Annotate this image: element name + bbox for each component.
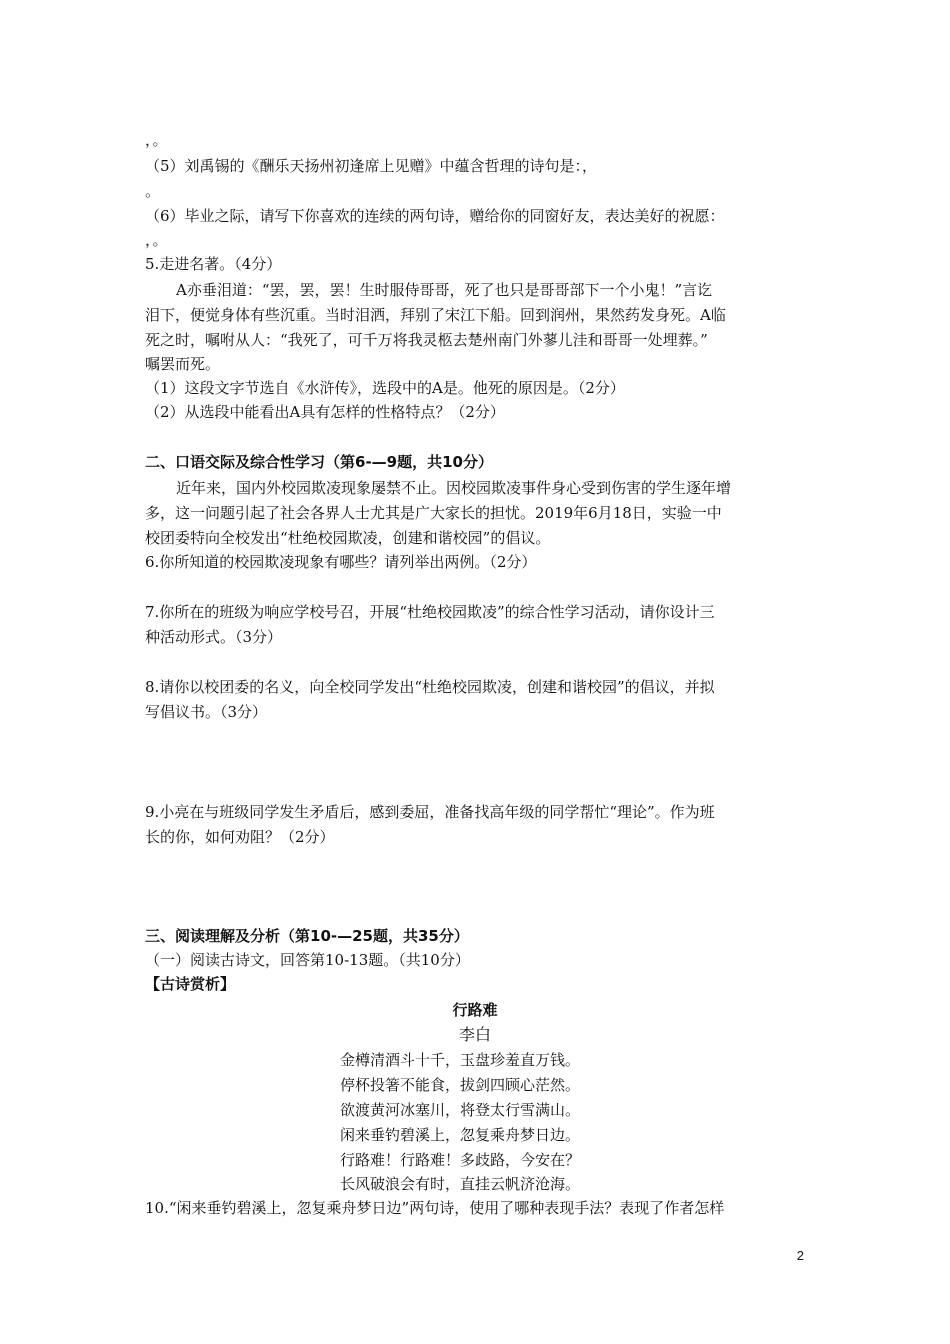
page-number: 2 [796,1248,804,1263]
section-3-title: 三、阅读理解及分析（第10-—25题，共35分） [145,927,469,945]
poem-line: 停杯投箸不能食，拔剑四顾心茫然。 [340,1076,581,1094]
section-2-intro-line: 多，这一问题引起了社会各界人士尤其是广大家长的担忧。2019年6月18日，实验一中 [145,504,722,522]
poem-line: 欲渡黄河冰塞川，将登太行雪满山。 [340,1101,581,1119]
question-8-line: 8.请你以校团委的名义，向全校同学发出“杜绝校园欺凌，创建和谐校园”的倡议，并拟 [145,678,715,696]
question-10-line: 10.“闲来垂钓碧溪上，忽复乘舟梦日边”两句诗，使用了哪种表现手法？表现了作者怎样 [145,1199,725,1217]
classics-heading: 5.走进名著。（4分） [145,255,282,273]
section-3-part-1: （一）阅读古诗文，回答第10-13题。（共10分） [145,951,470,969]
question-8-line: 写倡议书。（3分） [145,703,268,721]
poem-line: 长风破浪会有时，直挂云帆济沧海。 [340,1175,581,1193]
poem-line: 行路难！行路难！多歧路，今安在？ [340,1151,581,1169]
classics-question-2: （2）从选段中能看出A具有怎样的性格特点？（2分） [145,403,505,421]
section-2-title: 二、口语交际及综合性学习（第6-—9题，共10分） [145,453,493,471]
poem-line: 金樽清酒斗十千，玉盘珍羞直万钱。 [340,1051,581,1069]
question-6-line: （6）毕业之际，请写下你喜欢的连续的两句诗，赠给你的同窗好友，表达美好的祝愿： [145,207,725,225]
question-7-line: 7.你所在的班级为响应学校号召，开展“杜绝校园欺凌”的综合性学习活动，请你设计三 [145,603,715,621]
question-9-line: 长的你，如何劝阻？（2分） [145,828,335,846]
classics-passage-line: 死之时，嘱咐从人：“我死了，可千万将我灵柩去楚州南门外蓼儿洼和哥哥一处埋葬。” [145,331,708,349]
classics-passage-line: A亦垂泪道：“罢，罢，罢！生时服侍哥哥，死了也只是哥哥部下一个小鬼！”言讫 [176,281,713,299]
poem-title: 行路难 [452,1001,498,1019]
question-6-end: ，。 [145,231,168,249]
section-2-intro-line: 近年来，国内外校园欺凌现象屡禁不止。因校园欺凌事件身心受到伤害的学生逐年增 [176,479,732,497]
section-2-intro-line: 校团委特向全校发出“杜绝校园欺凌，创建和谐校园”的倡议。 [145,529,551,547]
blank-punctuation: ，。 [145,131,168,149]
poem-appreciation-tag: 【古诗赏析】 [145,975,236,993]
question-6-school: 6.你所知道的校园欺凌现象有哪些？请列举出两例。（2分） [145,553,537,571]
poem-author: 李白 [458,1025,491,1044]
question-5-line: （5）刘禹锡的《酬乐天扬州初逢席上见赠》中蕴含哲理的诗句是：， [145,157,598,175]
question-7-line: 种活动形式。（3分） [145,628,283,646]
poem-line: 闲来垂钓碧溪上，忽复乘舟梦日边。 [340,1126,581,1144]
classics-passage-line: 嘱罢而死。 [145,355,221,373]
classics-question-1: （1）这段文字节选自《水浒传》，选段中的A是。他死的原因是。（2分） [145,379,625,397]
question-5-end: 。 [145,182,161,200]
classics-passage-line: 泪下，便觉身体有些沉重。当时泪洒，拜别了宋江下船。回到润州，果然药发身死。A临 [145,306,726,324]
question-9-line: 9.小亮在与班级同学发生矛盾后，感到委屈，准备找高年级的同学帮忙“理论”。作为班 [145,803,715,821]
